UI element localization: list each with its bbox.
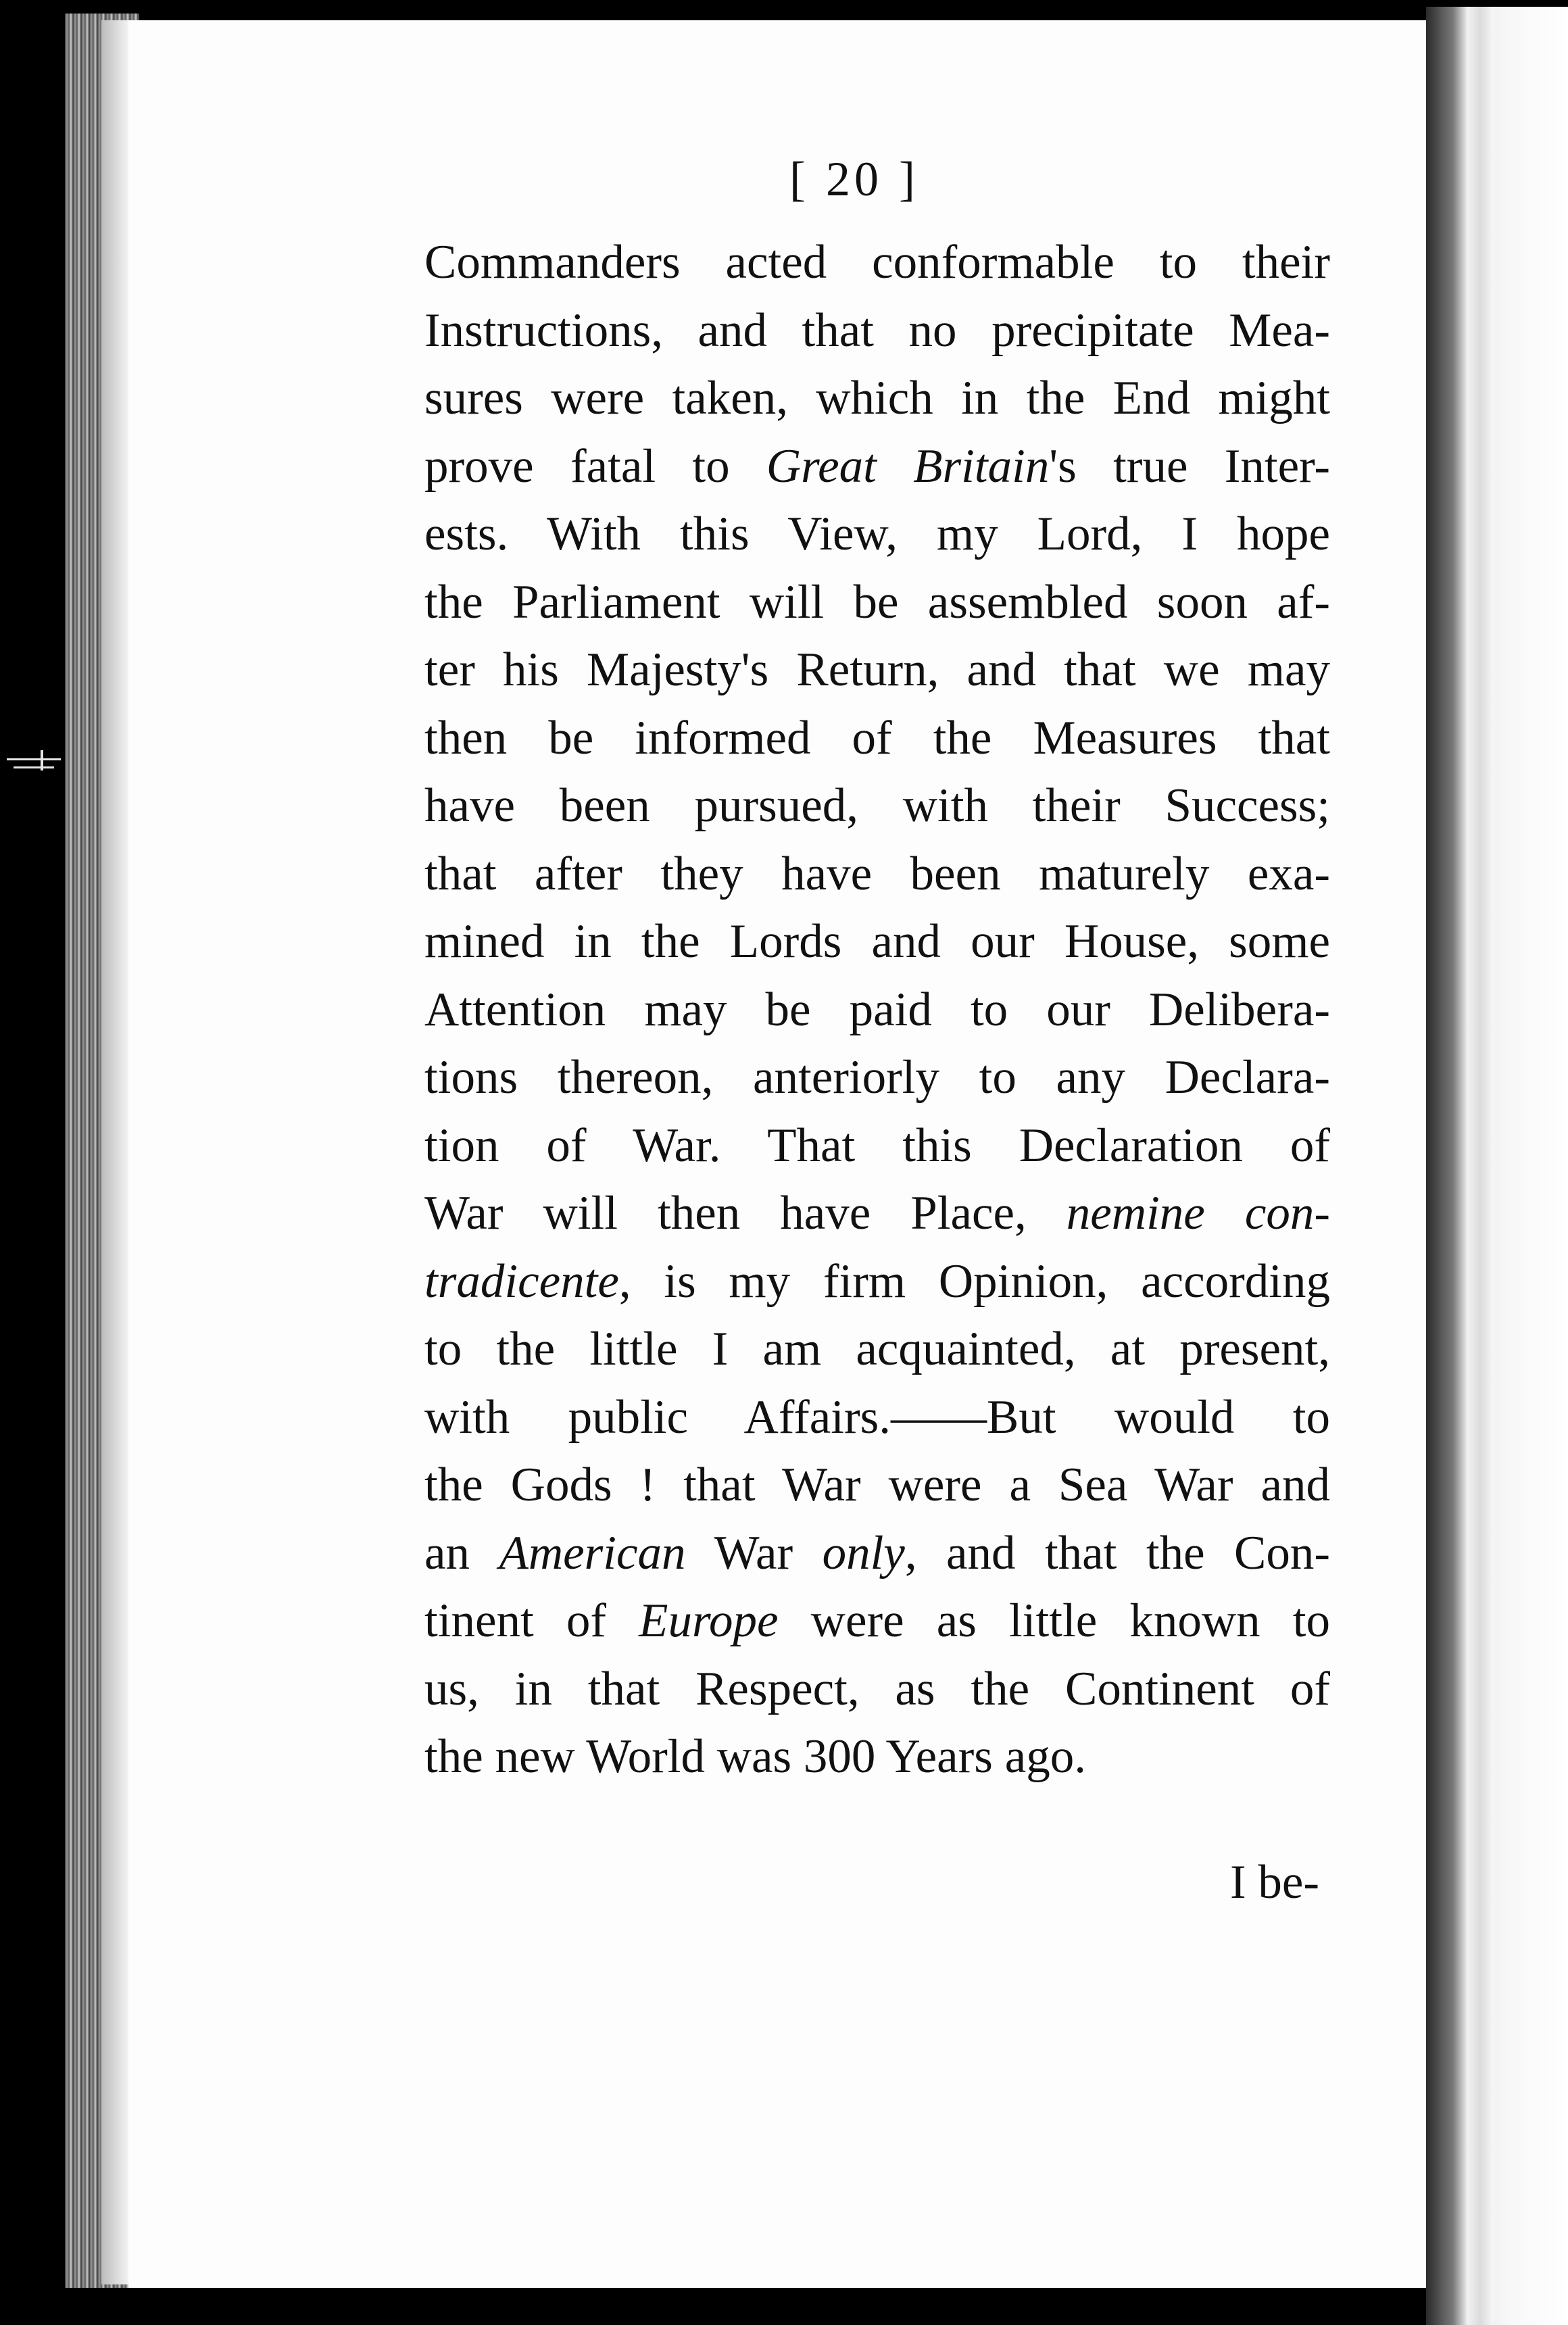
text-run: sures were taken, which in the End might [424,372,1330,424]
text-run: mined in the Lords and our House, some [424,915,1330,968]
text-run: Attention may be paid to our Delibera- [424,983,1330,1036]
left-page-edge-highlight [101,20,128,2284]
text-run: prove fatal to [424,439,766,493]
italic-text: Europe [639,1594,779,1647]
text-line [424,1179,1330,1248]
body-text [424,228,1330,1791]
text-run: the Gods ! that War were a Sea War and [424,1459,1330,1511]
text-run: then be informed of the Measures that [424,711,1330,764]
text-run: us, in that Respect, as the Continent of [424,1662,1330,1715]
text-line [424,636,1330,704]
text-line [424,228,1330,297]
text-run: to the little I am acquainted, at present, [424,1323,1330,1375]
text-line [424,364,1330,433]
text-run: , and that the Con- [904,1526,1331,1580]
text-line [424,1451,1330,1519]
text-run: Instructions, and that no precipitate Mea- [424,303,1330,357]
text-run: have been pursued, with their Success; [424,779,1330,832]
facing-page-edge [1426,7,1568,2325]
text-line [424,908,1330,976]
text-line [424,704,1330,773]
text-run: the Parliament will be assembled soon af- [424,575,1330,629]
italic-text: Great Britain [766,439,1050,493]
text-line [424,1315,1330,1384]
italic-text: only [822,1526,905,1580]
italic-text: American [499,1526,686,1580]
text-run: Commanders acted conformable to their [424,236,1330,289]
text-line [424,840,1330,908]
text-run: ests. With this View, my Lord, I hope [424,508,1330,560]
text-line [424,976,1330,1044]
facing-page-gutter [1467,7,1494,2325]
text-run: 's true Inter- [1049,439,1330,493]
text-run: tions thereon, anteriorly to any Declara- [424,1051,1330,1104]
text-line [424,772,1330,840]
text-run: , is my firm Opinion, according [618,1254,1330,1308]
page-number: [ 20 ] [789,152,919,206]
italic-text: nemine con- [1066,1187,1330,1240]
text-line [424,1044,1330,1112]
text-run: tinent of [424,1594,639,1647]
text-run: ter his Majesty's Return, and that we may [424,643,1330,696]
text-run: with public Affairs.——But would to [424,1390,1330,1444]
text-line [424,1723,1330,1791]
text-run: tion of War. That this Declaration of [424,1119,1330,1172]
text-line [424,1248,1330,1316]
text-line [424,568,1330,637]
text-line [424,1519,1330,1588]
text-run: War will then have Place, [424,1187,1067,1240]
text-line [424,1655,1330,1723]
text-run: the new World was 300 Years ago. [424,1730,1086,1783]
text-run: War [685,1526,823,1580]
text-line [424,433,1330,501]
text-run: were as little known to [778,1594,1330,1647]
text-run: an [424,1526,499,1580]
text-line [424,1587,1330,1655]
text-line [424,1112,1330,1180]
italic-text: tradicente [424,1254,619,1308]
left-margin-marks [0,743,64,784]
catchword: I be- [1230,1856,1320,1909]
text-line [424,1384,1330,1452]
text-line [424,500,1330,568]
text-run: that after they have been maturely exa- [424,847,1330,900]
text-line [424,297,1330,365]
